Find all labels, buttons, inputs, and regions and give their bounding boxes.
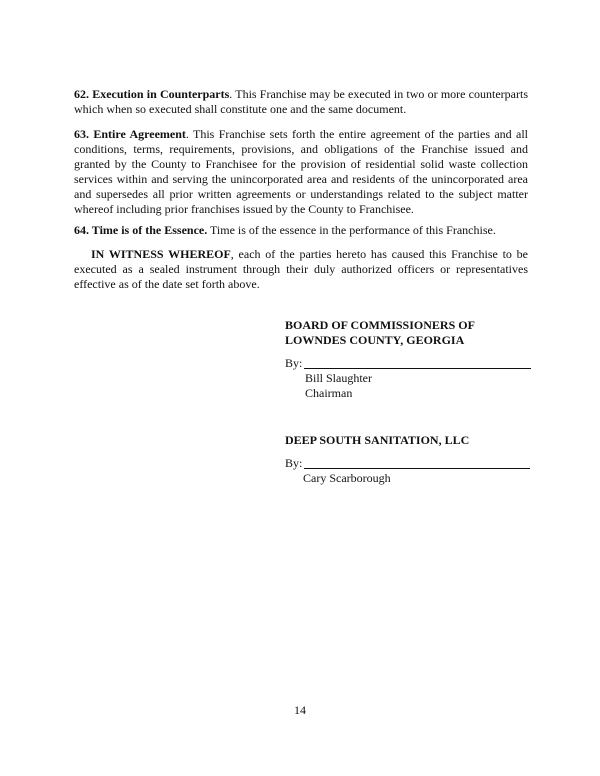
company-by-row [285,456,545,471]
board-by-label: By: [285,356,303,370]
section-63-paragraph [74,127,528,217]
board-org-line-1: BOARD OF COMMISSIONERS OF [285,318,475,332]
section-64-body: Time is of the essence in the performance of this Franchise. [207,223,496,237]
section-64-heading: 64. Time is of the Essence. [74,223,208,237]
section-63-heading: 63. Entire Agreement [74,127,186,141]
section-64-paragraph [74,223,528,238]
witness-paragraph [74,247,528,292]
board-signature-line [304,368,531,369]
board-signer-title: Chairman [305,386,353,400]
witness-heading: IN WITNESS WHEREOF [91,247,231,261]
witness-body: , each of the parties hereto has caused this Franchise to be executed as a sealed instrument through their duly authorized officers or representatives effective as of the date set forth above. [74,247,528,291]
company-signature-line [304,468,530,469]
board-signer-name: Bill Slaughter [305,371,372,385]
section-62-paragraph [74,87,528,117]
board-org-line-2: LOWNDES COUNTY, GEORGIA [285,333,465,347]
company-org-name: DEEP SOUTH SANITATION, LLC [285,433,470,447]
page-number: 14 [294,703,306,717]
company-by-label: By: [285,456,303,470]
company-signature-block [285,433,545,486]
section-62-body: . This Franchise may be executed in two or more counterparts which when so executed shall constitute one and the same document. [74,87,528,116]
board-by-row [285,356,545,371]
company-signer-name: Cary Scarborough [303,471,391,485]
board-signature-block [285,318,545,401]
section-63-body: . This Franchise sets forth the entire agreement of the parties and all conditions, terms, requirements, provisions, and obligations of the Franchise issued and granted by the County to Franchisee for the provision of residential solid waste collection services within and serving the unincorporated area and residents of the unincorporated area and supersedes all prior written agreements or understandings related to the subject matter whereof including prior franchises issued by the County to Franchisee. [74,127,528,216]
section-62-heading: 62. Execution in Counterparts [74,87,230,101]
